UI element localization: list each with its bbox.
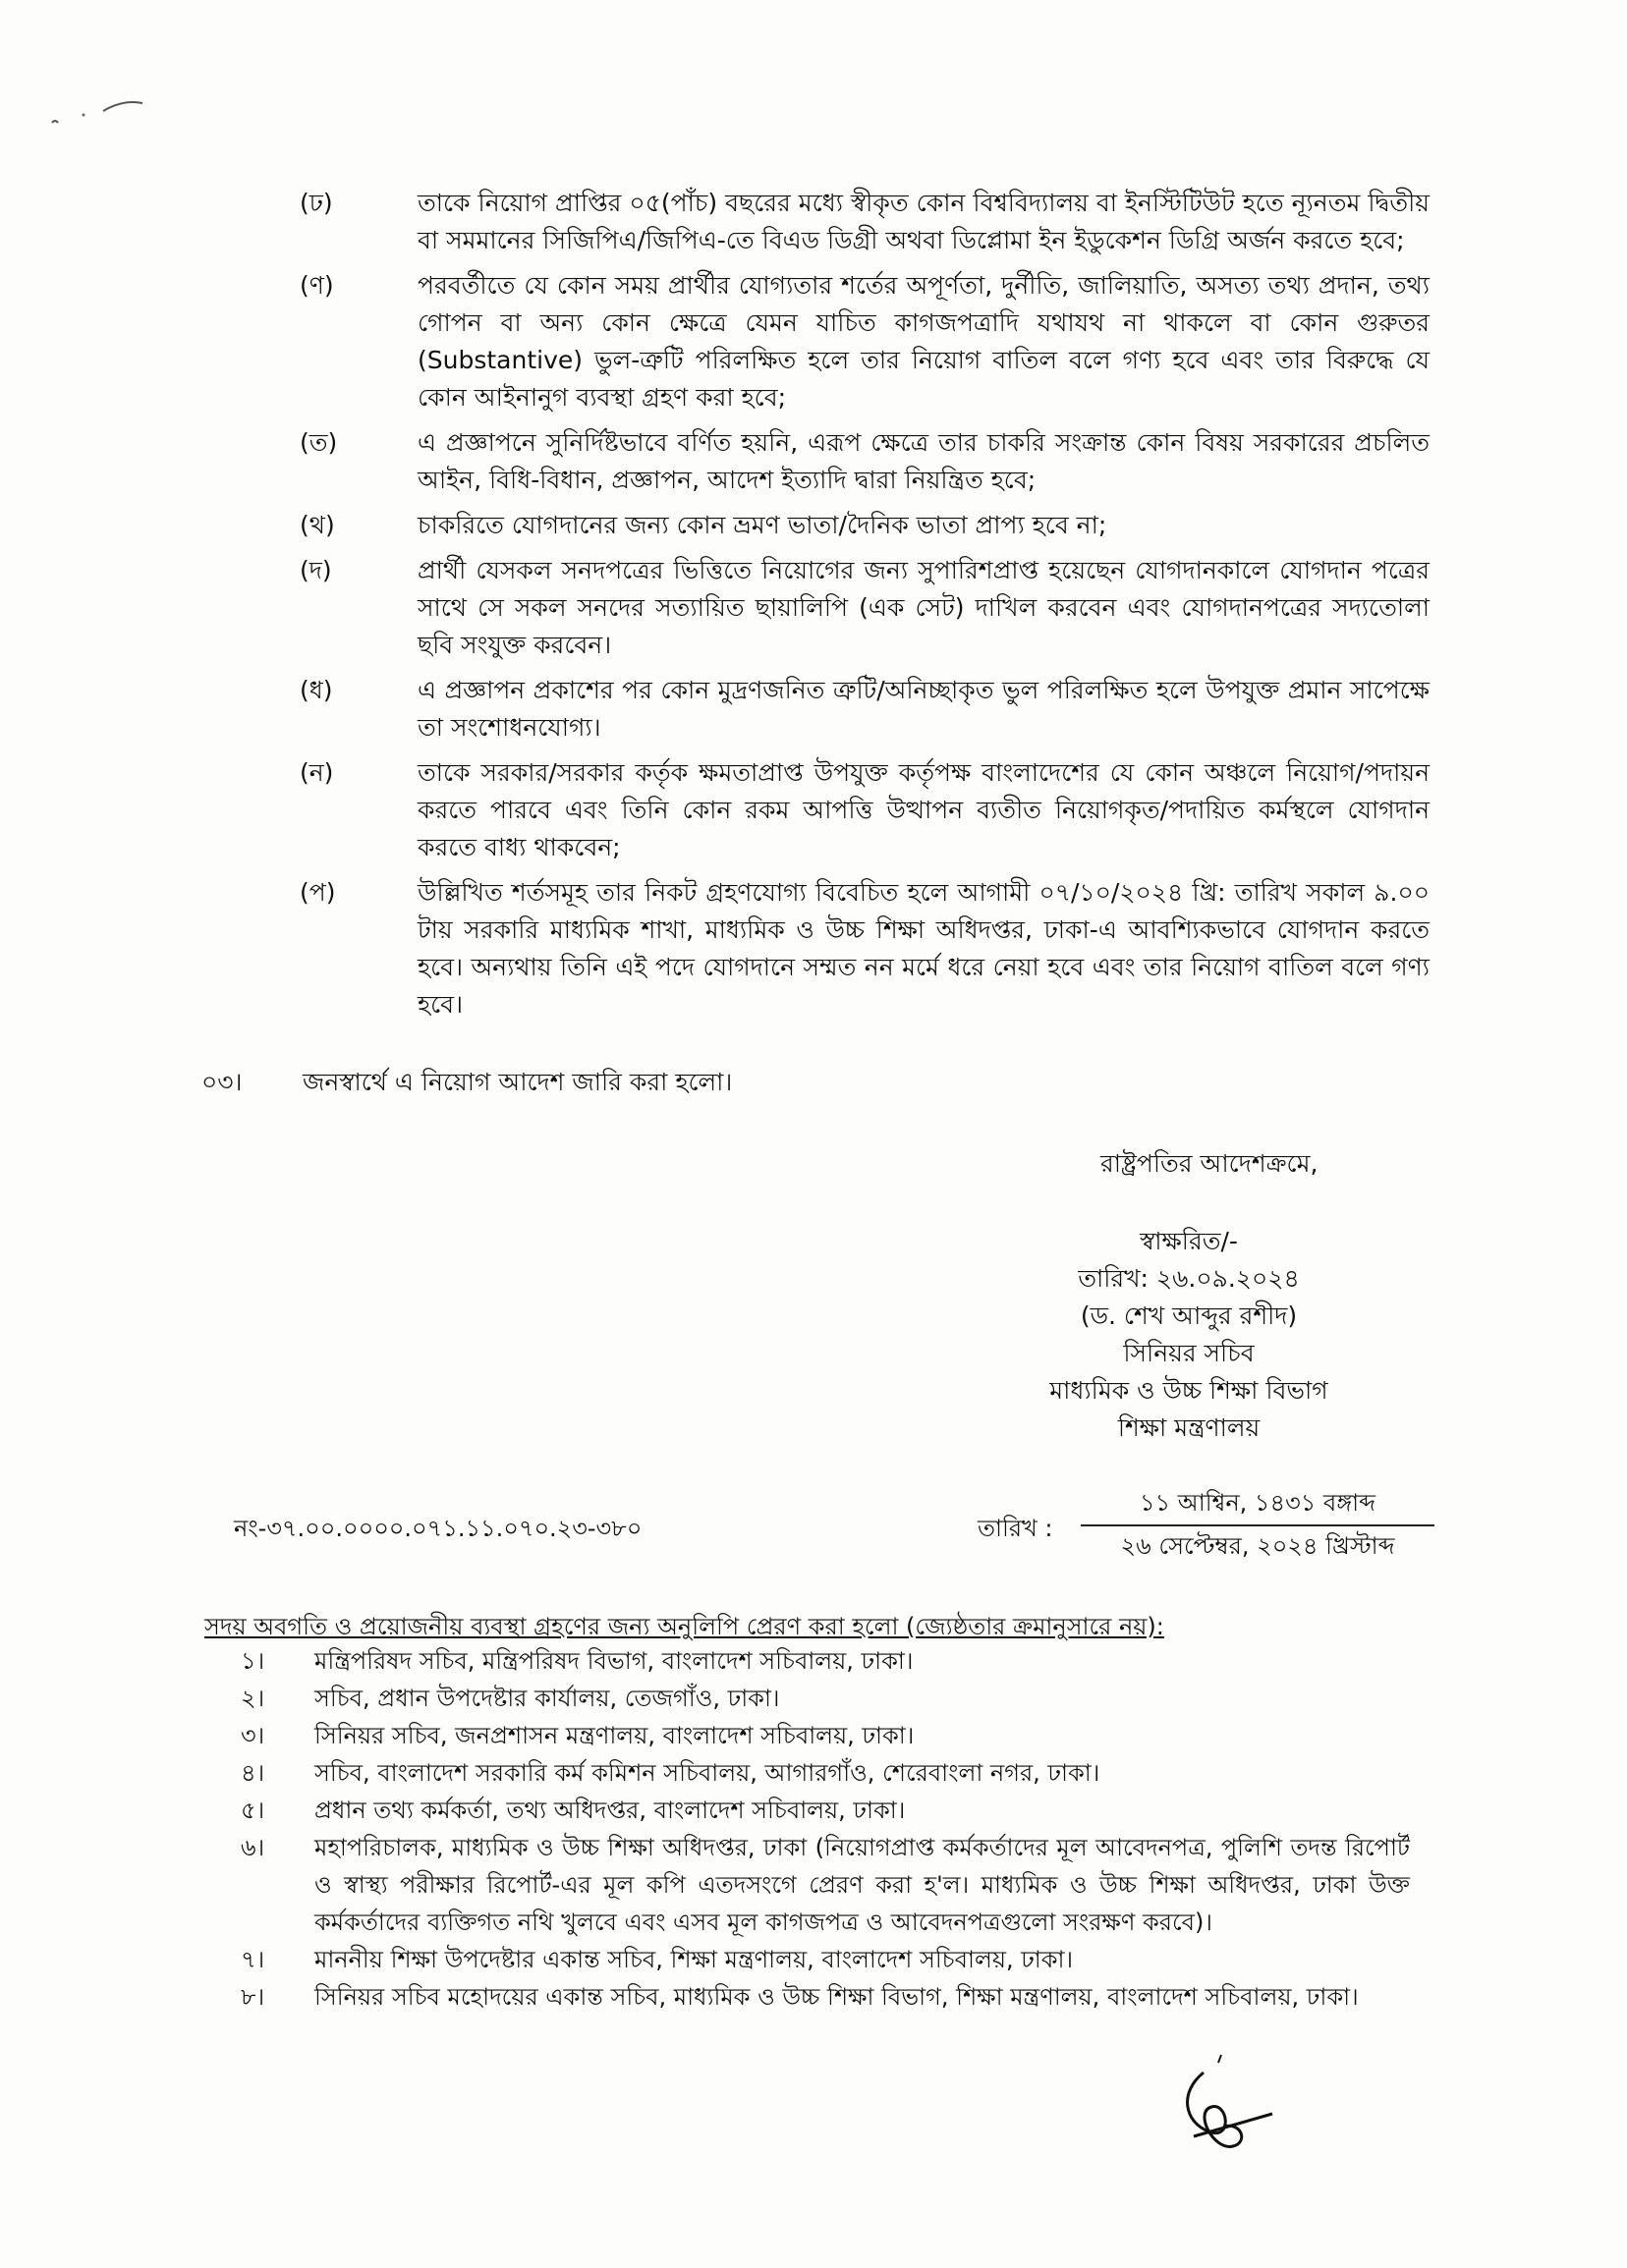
clause — [300, 185, 1430, 259]
signatory-ministry: শিক্ষা মন্ত্রণালয় — [1117, 1413, 1261, 1442]
clause-label: (ত) — [300, 428, 338, 457]
clause-text: চাকরিতে যোগদানের জন্য কোন ভ্রমণ ভাতা/দৈনিক ভাতা প্রাপ্য হবে না; — [418, 511, 1107, 539]
memo-date-label: তারিখ : — [978, 1515, 1053, 1542]
list-item-number: ৩। — [241, 1722, 265, 1749]
clause-text: এ প্রজ্ঞাপন প্রকাশের পর কোন মুদ্রণজনিত ত্রুটি/অনিচ্ছাকৃত ভুল পরিলক্ষিত হলে উপযুক্ত প্রমান সাপেক্ষে তা সংশোধনযোগ্য। — [418, 676, 1430, 742]
memo-dates — [1081, 1483, 1434, 1566]
signature-date: তারিখ: ২৬.০৯.২০২৪ — [1078, 1264, 1300, 1293]
clause — [300, 424, 1430, 499]
list-item-number: ১। — [241, 1647, 265, 1675]
list-item — [241, 1754, 1410, 1792]
memo-date-bangla: ১১ আশ্বিন, ১৪৩১ বঙ্গাব্দ — [1081, 1483, 1434, 1526]
clause — [300, 552, 1430, 664]
list-item — [241, 1792, 1410, 1829]
clause-label: (ঢ) — [300, 189, 333, 217]
signature-block — [982, 1223, 1395, 1447]
list-item-text: মাননীয় শিক্ষা উপদেষ্টার একান্ত সচিব, শিক্ষা মন্ত্রণালয়, বাংলাদেশ সচিবালয়, ঢাকা। — [314, 1946, 1074, 1973]
clause-label: (দ) — [300, 556, 332, 584]
memo-number: নং-৩৭.০০.০০০০.০৭১.১১.০৭০.২৩-৩৮০ — [234, 1515, 643, 1542]
list-item-text: সিনিয়র সচিব মহোদয়ের একান্ত সচিব, মাধ্যমিক ও উচ্চ শিক্ষা বিভাগ, শিক্ষা মন্ত্রণালয়, বাংলাদেশ সচিবালয়, ঢাকা। — [314, 1983, 1359, 2011]
list-item-text: সিনিয়র সচিব, জনপ্রশাসন মন্ত্রণালয়, বাংলাদেশ সচিবালয়, ঢাকা। — [314, 1722, 915, 1749]
list-item-text: সচিব, বাংলাদেশ সরকারি কর্ম কমিশন সচিবালয়, আগারগাঁও, শেরেবাংলা নগর, ঢাকা। — [314, 1759, 1100, 1787]
clause-label: (ধ) — [300, 676, 333, 704]
list-item — [241, 1717, 1410, 1754]
list-item-number: ৮। — [241, 1983, 265, 2011]
list-item — [241, 1642, 1410, 1680]
clause-label: (থ) — [300, 511, 335, 539]
list-item — [241, 1829, 1410, 1941]
by-order-text: রাষ্ট্রপতির আদেশক্রমে, — [1100, 1149, 1318, 1178]
copy-recipient-list — [241, 1642, 1410, 2016]
signed-text: স্বাক্ষরিত/- — [1140, 1227, 1238, 1255]
memo-date-english: ২৬ সেপ্টেম্বর, ২০২৪ খ্রিস্টাব্দ — [1120, 1532, 1395, 1560]
clause-text: উল্লিখিত শর্তসমূহ তার নিকট গ্রহণযোগ্য বিবেচিত হলে আগামী ০৭/১০/২০২৪ খ্রি: তারিখ সকাল ৯.০০ টায় সরকারি মাধ্যমিক শাখা, মাধ্যমিক ও উচ্চ শিক্ষা অধিদপ্তর, ঢাকা-এ আবশ্যিকভাবে যোগদান করতে হবে। অন্যথায় তিনি এই পদে যোগদানে সম্মত নন মর্মে ধরে নেয়া হবে এবং তার নিয়োগ বাতিল বলে গণ্য হবে। — [418, 878, 1430, 1019]
list-item — [241, 1941, 1410, 1978]
scan-mark — [44, 93, 152, 133]
handwritten-signature — [1174, 2053, 1282, 2171]
clause-label: (ন) — [300, 758, 334, 787]
signatory-designation: সিনিয়র সচিব — [1123, 1339, 1255, 1367]
list-item-number: ৬। — [241, 1834, 265, 1861]
list-item-text: সচিব, প্রধান উপদেষ্টার কার্যালয়, তেজগাঁও, ঢাকা। — [314, 1685, 780, 1712]
signatory-name: (ড. শেখ আব্দুর রশীদ) — [1080, 1301, 1298, 1330]
section-text: জনস্বার্থে এ নিয়োগ আদেশ জারি করা হলো। — [303, 1068, 733, 1096]
clause-text: তাকে সরকার/সরকার কর্তৃক ক্ষমতাপ্রাপ্ত উপযুক্ত কর্তৃপক্ষ বাংলাদেশের যে কোন অঞ্চলে নিয়োগ/পদায়ন করতে পারবে এবং তিনি কোন রকম আপত্তি উত্থাপন ব্যতীত নিয়োগকৃত/পদায়িত কর্মস্থলে যোগদান করতে বাধ্য থাকবেন; — [418, 758, 1430, 861]
clause-text: এ প্রজ্ঞাপনে সুনির্দিষ্টভাবে বর্ণিত হয়নি, এরূপ ক্ষেত্রে তার চাকরি সংক্রান্ত কোন বিষয় সরকারের প্রচলিত আইন, বিধি-বিধান, প্রজ্ঞাপন, আদেশ ইত্যাদি দ্বারা নিয়ন্ত্রিত হবে; — [418, 428, 1430, 494]
copy-heading: সদয় অবগতি ও প্রয়োজনীয় ব্যবস্থা গ্রহণের জন্য অনুলিপি প্রেরণ করা হলো (জ্যেষ্ঠতার ক্রমানুসারে নয়): — [204, 1613, 1164, 1640]
clause — [300, 754, 1430, 866]
conditions-list — [300, 185, 1430, 1031]
list-item-number: ২। — [241, 1685, 265, 1712]
clause — [300, 507, 1430, 544]
list-item-text: মহাপরিচালক, মাধ্যমিক ও উচ্চ শিক্ষা অধিদপ্তর, ঢাকা (নিয়োগপ্রাপ্ত কর্মকর্তাদের মূল আবেদনপত্র, পুলিশি তদন্ত রিপোর্ট ও স্বাস্থ্য পরীক্ষার রিপোর্ট-এর মূল কপি এতদসংগে প্রেরণ করা হ'ল। মাধ্যমিক ও উচ্চ শিক্ষা অধিদপ্তর, ঢাকা উক্ত কর্মকর্তাদের ব্যক্তিগত নথি খুলবে এবং এসব মূল কাগজপত্র ও আবেদনপত্রগুলো সংরক্ষণ করবে)। — [314, 1834, 1410, 1936]
signatory-division: মাধ্যমিক ও উচ্চ শিক্ষা বিভাগ — [1049, 1376, 1328, 1405]
list-item-number: ৪। — [241, 1759, 265, 1787]
section-number: ০৩। — [201, 1068, 243, 1096]
clause-text: প্রার্থী যেসকল সনদপত্রের ভিত্তিতে নিয়োগের জন্য সুপারিশপ্রাপ্ত হয়েছেন যোগদানকালে যোগদান পত্রের সাথে সে সকল সনদের সত্যায়িত ছায়ালিপি (এক সেট) দাখিল করবেন এবং যোগদানপত্রের সদ্যতোলা ছবি সংযুক্ত করবেন। — [418, 556, 1430, 659]
clause-text: পরবর্তীতে যে কোন সময় প্রার্থীর যোগ্যতার শর্তের অপূর্ণতা, দুর্নীতি, জালিয়াতি, অসত্য তথ্য প্রদান, তথ্য গোপন বা অন্য কোন ক্ষেত্রে যেমন যাচিত কাগজপত্রাদি যথাযথ না থাকলে বা কোন গুরুতর (Substantive) ভুল-ত্রুটি পরিলক্ষিত হলে তার নিয়োগ বাতিল বলে গণ্য হবে এবং তার বিরুদ্ধে যে কোন আইনানুগ ব্যবস্থা গ্রহণ করা হবে; — [418, 271, 1430, 412]
section-3 — [201, 1064, 732, 1101]
clause-label: (প) — [300, 878, 336, 907]
list-item — [241, 1978, 1410, 2016]
list-item — [241, 1680, 1410, 1717]
clause — [300, 874, 1430, 1023]
list-item-text: প্রধান তথ্য কর্মকর্তা, তথ্য অধিদপ্তর, বাংলাদেশ সচিবালয়, ঢাকা। — [314, 1797, 906, 1824]
list-item-number: ৫। — [241, 1797, 265, 1824]
list-item-number: ৭। — [241, 1946, 265, 1973]
clause — [300, 267, 1430, 416]
clause-text: তাকে নিয়োগ প্রাপ্তির ০৫(পাঁচ) বছরের মধ্যে স্বীকৃত কোন বিশ্ববিদ্যালয় বা ইনস্টিটিউট হতে ন্যূনতম দ্বিতীয় বা সমমানের সিজিপিএ/জিপিএ-তে বিএড ডিগ্রী অথবা ডিপ্লোমা ইন ইডুকেশন ডিগ্রি অর্জন করতে হবে; — [418, 189, 1430, 254]
list-item-text: মন্ত্রিপরিষদ সচিব, মন্ত্রিপরিষদ বিভাগ, বাংলাদেশ সচিবালয়, ঢাকা। — [314, 1647, 914, 1675]
clause-label: (ণ) — [300, 271, 334, 300]
clause — [300, 672, 1430, 747]
